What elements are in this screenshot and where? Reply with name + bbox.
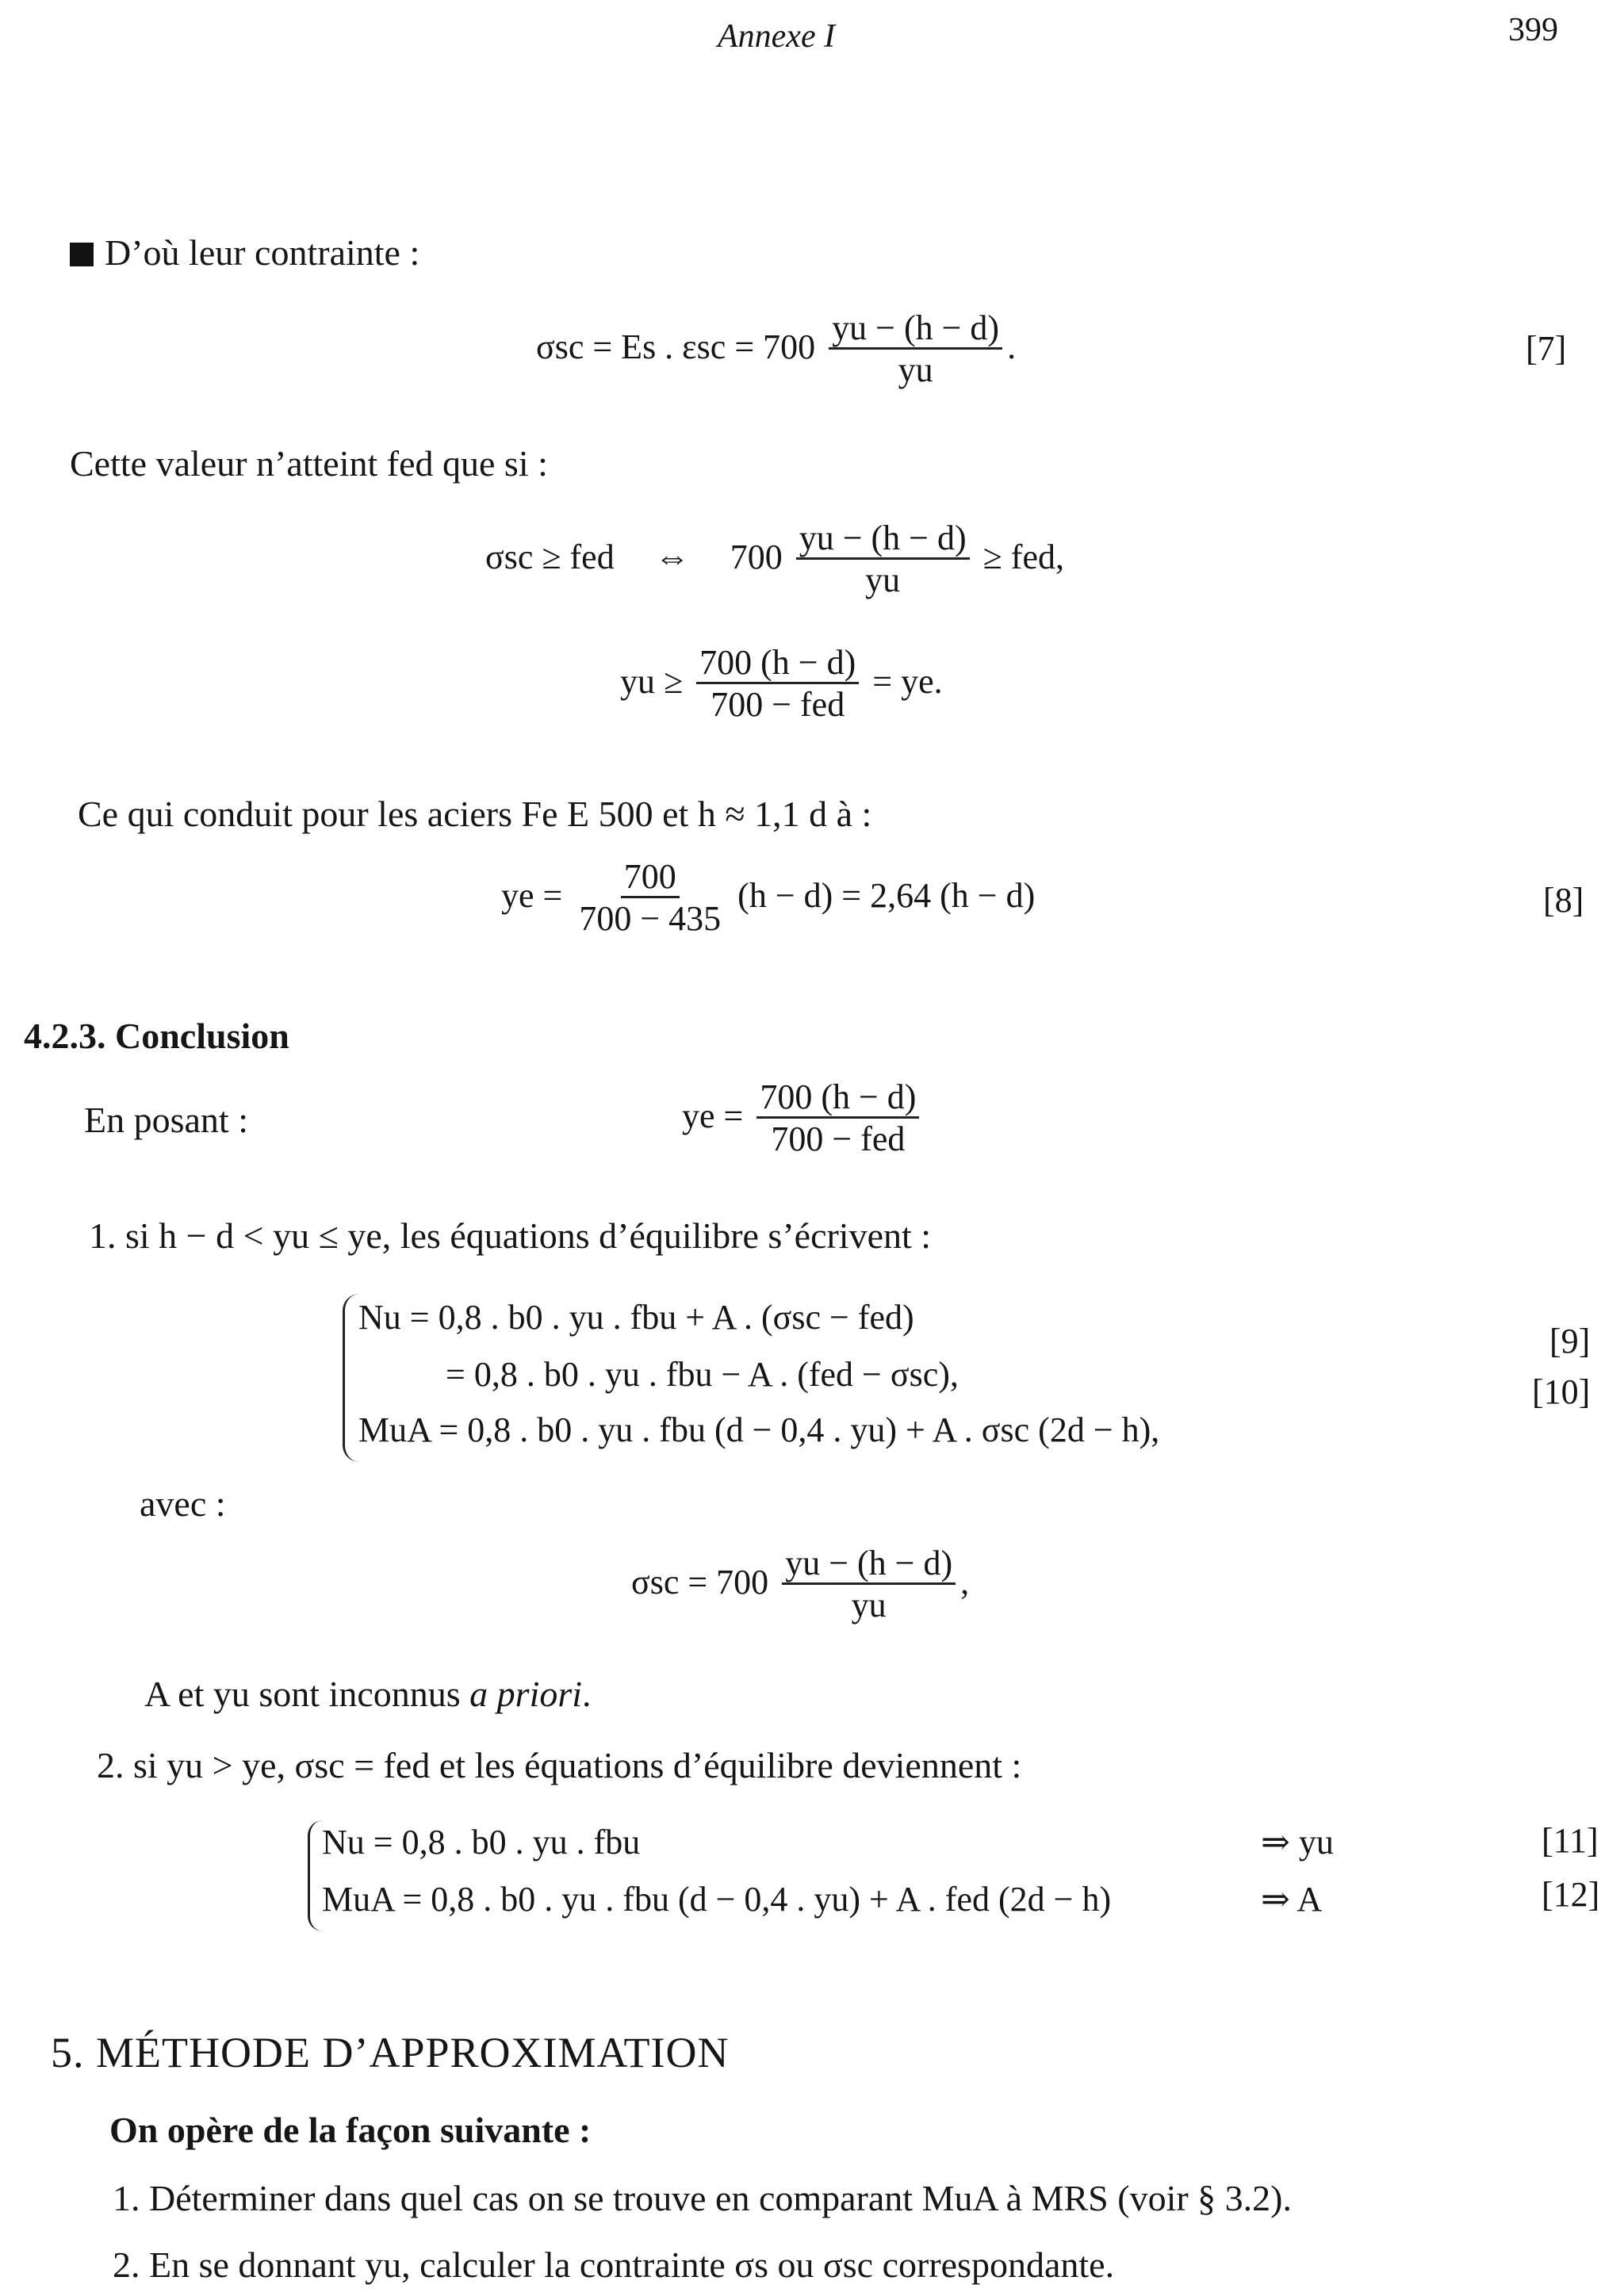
equation-number-7: [7] [1526, 329, 1567, 368]
equation-8 [501, 858, 1035, 940]
equation-sigma-lhs: σsc = 700 [631, 1563, 769, 1602]
equation-number-12: [12] [1542, 1875, 1600, 1914]
line-on-opere: On opère de la façon suivante : [109, 2110, 592, 2150]
equation-7-lhs: σsc = Es . εsc = 700 [536, 327, 816, 367]
system-1-row-3: MuA = 0,8 . b0 . yu . fbu (d − 0,4 . yu) + A . σsc (2d − h), [358, 1410, 1160, 1449]
inequality-1-rhs: ≥ fed, [982, 538, 1064, 577]
inequality-1-fraction [796, 519, 970, 602]
intro-heading: D’où leur contrainte : [105, 232, 420, 273]
equation-sigma-sc [631, 1544, 969, 1627]
equation-number-9: [9] [1549, 1322, 1591, 1360]
intro-paragraph [70, 232, 419, 274]
inequality-2-denominator: 700 − fed [710, 685, 845, 725]
equation-7 [536, 309, 1016, 392]
equation-7-denominator: yu [898, 350, 933, 390]
step-1: 1. Déterminer dans quel cas on se trouve en comparant MuA à MRS (voir § 3.2). [113, 2178, 1292, 2218]
equation-ye-denominator: 700 − fed [771, 1119, 906, 1159]
section-heading-4-2-3: 4.2.3. Conclusion [24, 1016, 289, 1056]
equivalence-arrow: ⇔ [654, 538, 690, 577]
running-title: Annexe I [718, 18, 836, 55]
inequality-2 [620, 644, 943, 726]
equation-number-10: [10] [1532, 1372, 1591, 1411]
system-1-brace [343, 1294, 359, 1462]
inequality-2-fraction [696, 644, 859, 726]
section-heading-5: 5. MÉTHODE D’APPROXIMATION [51, 2029, 730, 2076]
inequality-1-coef: 700 [730, 538, 783, 577]
unknowns-italic: a priori [469, 1674, 583, 1714]
line-cette-valeur: Cette valeur n’atteint fed que si : [70, 443, 548, 484]
inequality-1 [485, 519, 1064, 602]
equation-sigma-fraction [782, 1544, 956, 1627]
line-ce-qui-conduit: Ce qui conduit pour les aciers Fe E 500 et h ≈ 1,1 d à : [78, 794, 872, 834]
case-2-text: 2. si yu > ye, σsc = fed et les équations d’équilibre deviennent : [97, 1745, 1022, 1785]
equation-8-numerator: 700 [621, 858, 680, 898]
system-2-row-1-arrow: ⇒ yu [1261, 1823, 1334, 1862]
inequality-1-denominator: yu [865, 561, 901, 600]
line-en-posant: En posant : [84, 1100, 248, 1140]
equation-7-fraction [829, 309, 1002, 392]
page-number: 399 [1508, 12, 1558, 48]
inequality-1-numerator: yu − (h − d) [796, 519, 970, 560]
equation-ye-fraction [756, 1078, 919, 1161]
equation-7-tail: . [1007, 327, 1017, 367]
equation-sigma-tail: , [960, 1563, 970, 1602]
equation-ye-lhs: ye = [682, 1096, 744, 1136]
inequality-1-lhs: σsc ≥ fed [485, 538, 615, 577]
equation-8-rhs: (h − d) = 2,64 (h − d) [737, 876, 1036, 916]
equation-number-8: [8] [1543, 881, 1584, 920]
unknowns-text: A et yu sont inconnus [144, 1674, 470, 1714]
system-2-row-1: Nu = 0,8 . b0 . yu . fbu [322, 1823, 641, 1862]
system-1-row-1: Nu = 0,8 . b0 . yu . fbu + A . (σsc − fed) [358, 1298, 914, 1337]
bullet-square-icon [70, 243, 94, 266]
equation-7-numerator: yu − (h − d) [829, 309, 1002, 350]
equation-8-lhs: ye = [501, 876, 563, 916]
line-unknowns [144, 1673, 592, 1715]
unknowns-end: . [582, 1674, 592, 1714]
system-2-row-2-arrow: ⇒ A [1261, 1880, 1323, 1919]
equation-sigma-numerator: yu − (h − d) [782, 1544, 956, 1585]
equation-number-11: [11] [1542, 1821, 1599, 1860]
equation-sigma-denominator: yu [851, 1586, 887, 1625]
equation-8-fraction [576, 858, 724, 940]
inequality-2-rhs: = ye. [872, 662, 943, 702]
case-1-text: 1. si h − d < yu ≤ ye, les équations d’équilibre s’écrivent : [89, 1215, 932, 1256]
system-1-row-2: = 0,8 . b0 . yu . fbu − A . (fed − σsc), [446, 1355, 959, 1394]
line-avec: avec : [140, 1483, 226, 1524]
inequality-2-numerator: 700 (h − d) [696, 644, 859, 684]
equation-8-denominator: 700 − 435 [579, 899, 722, 939]
system-2-brace [308, 1820, 323, 1931]
step-2: 2. En se donnant yu, calculer la contrainte σs ou σsc correspondante. [113, 2244, 1115, 2285]
inequality-2-lhs: yu ≥ [620, 662, 684, 702]
system-2-row-2: MuA = 0,8 . b0 . yu . fbu (d − 0,4 . yu) + A . fed (2d − h) [322, 1880, 1112, 1919]
equation-ye-definition [682, 1078, 924, 1161]
equation-ye-numerator: 700 (h − d) [756, 1078, 919, 1119]
